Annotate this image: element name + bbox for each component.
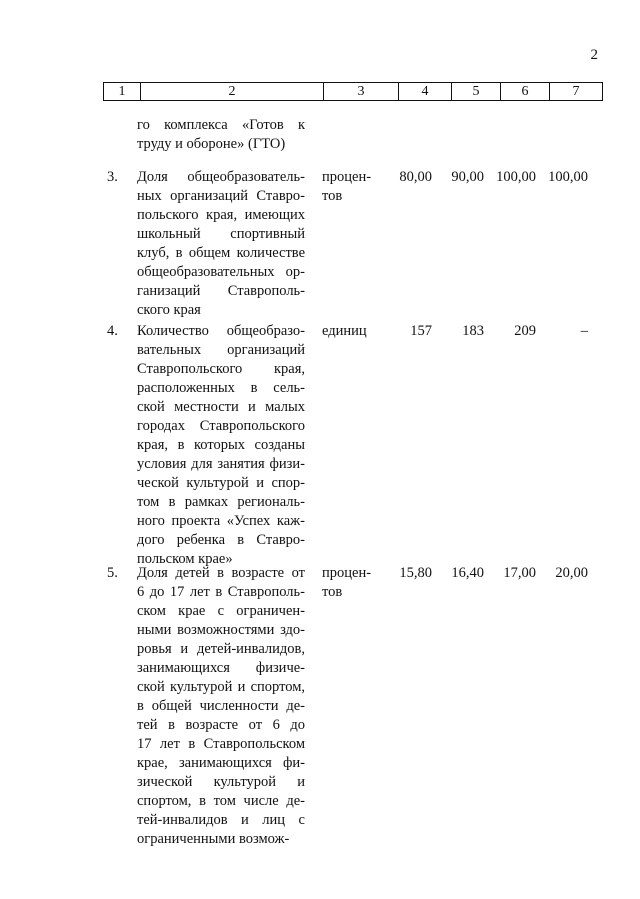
unit-of-measure: [322, 322, 384, 341]
description-line: Доля общеобразователь-: [137, 169, 305, 185]
unit-line: единиц: [322, 323, 367, 339]
description-line: труду и обороне» (ГТО): [137, 136, 286, 152]
description-line: занимающихся физиче-: [137, 660, 305, 676]
description-line: ческой культурой и спор-: [137, 475, 305, 491]
description-line: расположенных в сель-: [137, 380, 305, 396]
description-line: ограниченными возмож-: [137, 831, 290, 847]
description-line: ской местности и малых: [137, 399, 305, 415]
description-line: тей-инвалидов и лиц с: [137, 812, 305, 828]
description-line: спортом, в том числе де-: [137, 793, 305, 809]
value-col-6: 209: [514, 323, 536, 339]
indicator-description: [137, 322, 305, 569]
column-number-5: 5: [452, 83, 501, 101]
value-col-4: 15,80: [399, 565, 432, 581]
description-line: условия для занятия физи-: [137, 456, 305, 472]
description-line: польском крае»: [137, 551, 233, 567]
column-number-2: 2: [141, 83, 324, 101]
description-line: зической культурой и: [137, 774, 305, 790]
description-line: клуб, в общем количестве: [137, 245, 305, 261]
column-number-3: 3: [324, 83, 399, 101]
description-line: ными возможностями здо-: [137, 622, 305, 638]
value-col-7: –: [580, 323, 588, 339]
unit-line: тов: [322, 584, 343, 600]
description-line: в общей численности де-: [137, 698, 305, 714]
description-line: го комплекса «Готов к: [137, 117, 305, 133]
description-line: Ставропольского края,: [137, 361, 305, 377]
column-number-6: 6: [501, 83, 550, 101]
indicator-description: [137, 116, 305, 154]
description-line: Количество общеобразо-: [137, 323, 305, 339]
value-col-6: 17,00: [503, 565, 536, 581]
value-col-4: 157: [410, 323, 432, 339]
description-line: ных организаций Ставро-: [137, 188, 305, 204]
column-number-1: 1: [104, 83, 141, 101]
value-col-4: 80,00: [399, 169, 432, 185]
page-number: 2: [590, 47, 598, 63]
column-number-header: [103, 82, 603, 101]
description-line: ском крае с ограничен-: [137, 603, 305, 619]
row-number: 5.: [107, 565, 118, 581]
value-col-5: 183: [462, 323, 484, 339]
description-line: тей в возрасте от 6 до: [137, 717, 305, 733]
description-line: ганизаций Ставрополь-: [137, 283, 305, 299]
indicator-description: [137, 564, 305, 849]
description-line: городах Ставропольского: [137, 418, 305, 434]
value-col-5: 16,40: [451, 565, 484, 581]
unit-of-measure: [322, 168, 384, 206]
description-line: том в рамках региональ-: [137, 494, 305, 510]
description-line: ного проекта «Успех каж-: [137, 513, 305, 529]
value-col-7: 20,00: [555, 565, 588, 581]
description-line: польского края, имеющих: [137, 207, 305, 223]
description-line: общеобразовательных ор-: [137, 264, 305, 280]
description-line: крае, занимающихся фи-: [137, 755, 305, 771]
description-line: вательных организаций: [137, 342, 305, 358]
description-line: ского края: [137, 302, 201, 318]
unit-line: процен-: [322, 169, 372, 185]
unit-of-measure: [322, 564, 384, 602]
column-number-4: 4: [399, 83, 452, 101]
value-col-5: 90,00: [451, 169, 484, 185]
description-line: школьный спортивный: [137, 226, 305, 242]
description-line: ровья и детей-инвалидов,: [137, 641, 305, 657]
value-col-6: 100,00: [496, 169, 536, 185]
unit-line: тов: [322, 188, 343, 204]
description-line: края, в которых созданы: [137, 437, 305, 453]
description-line: Доля детей в возрасте от: [137, 565, 305, 581]
description-line: 17 лет в Ставропольском: [137, 736, 305, 752]
row-number: 3.: [107, 169, 118, 185]
row-number: 4.: [107, 323, 118, 339]
unit-line: процен-: [322, 565, 372, 581]
indicator-description: [137, 168, 305, 320]
description-line: дого ребенка в Ставро-: [137, 532, 305, 548]
column-number-7: 7: [550, 83, 603, 101]
description-line: 6 до 17 лет в Ставрополь-: [137, 584, 305, 600]
description-line: ской культурой и спортом,: [137, 679, 305, 695]
value-col-7: 100,00: [548, 169, 588, 185]
